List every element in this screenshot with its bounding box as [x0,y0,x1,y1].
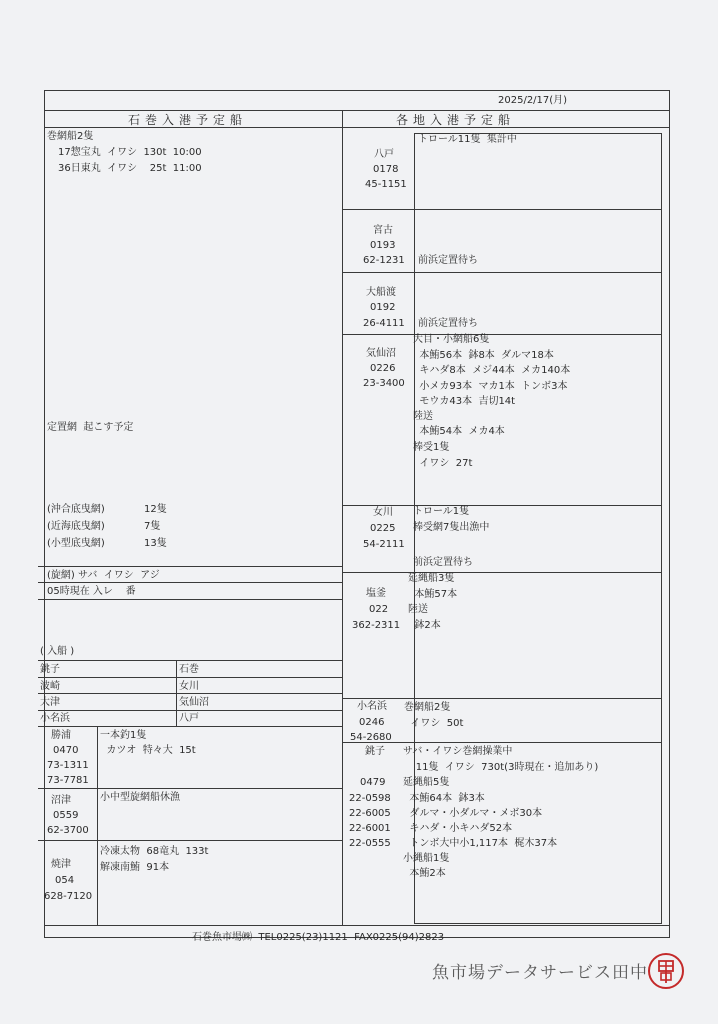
port-info: サバ・イワシ巻網操業中 [403,746,513,757]
port-info: ダルマ・小ダルマ・メボ30本 [403,808,543,819]
port-info: 鉢2本 [408,620,441,631]
report-date: 2025/2/17(月) [498,95,568,106]
port-tel: 22-0555 [349,838,391,849]
port-info: 一本釣1隻 [100,730,147,741]
left-divider [38,660,343,661]
port-tel: 22-6001 [349,823,391,834]
port-tel: 362-2311 [352,620,401,631]
ishinomaki-line: 巻網船2隻 [47,131,94,142]
regional-row-divider [342,209,661,210]
port-name: 女川 [373,507,393,518]
port-info: 棒受網7隻出漁中 [413,522,490,533]
left-divider [38,566,343,567]
port-tel: 0470 [53,745,79,756]
port-tel: 0246 [359,717,385,728]
port-info: 小縄船1隻 [403,853,450,864]
port-info: 11隻 イワシ 730t(3時現在・追加あり) [403,762,599,773]
port-tel: 0226 [370,363,396,374]
ports-grid-line [38,726,343,727]
regional-row-divider [342,272,661,273]
port-right: 石巻 [179,664,199,675]
port-tel: 0559 [53,810,79,821]
port-info: キハダ・小キハダ52本 [403,823,513,834]
port-tel: 022 [369,604,389,615]
port-info: 陸送 [413,411,433,422]
port-info: 本鮪64本 鉢3本 [403,793,485,804]
footer-divider [44,925,669,926]
port-left: 銚子 [40,664,60,675]
port-info: 冷凍太物 68竜丸 133t [100,846,209,857]
footer-contact: 石巻魚市場㈱ TEL0225(23)1121 FAX0225(94)2823 [192,932,445,943]
port-name: 気仙沼 [366,348,396,359]
port-tel: 54-2111 [363,539,405,550]
port-tel: 45-1151 [365,179,407,190]
port-info: イワシ 27t [413,458,473,469]
port-tel: 0193 [370,240,396,251]
ports-grid-line [38,693,343,694]
nyusen-label: ( 入船 ) [40,646,75,657]
port-info: 小中型旋網船休漁 [100,792,180,803]
status-line: 05時現在 入レ 番 [47,586,136,597]
port-tel: 73-7781 [47,775,89,786]
port-tel: 73-1311 [47,760,89,771]
port-info: 大目・小網船6隻 [413,334,490,345]
port-name: 焼津 [51,859,71,870]
port-info: 小メカ93本 マカ1本 トンボ3本 [413,381,568,392]
center-divider [342,110,343,925]
ishinomaki-line: 36日東丸 イワシ 25t 11:00 [58,163,202,174]
ishinomaki-line: 17惣宝丸 イワシ 130t 10:00 [58,147,202,158]
port-name: 銚子 [365,746,385,757]
port-info: 前浜定置待ち [413,557,473,568]
regional-header: 各地入港予定船 [396,113,516,127]
port-tel: 054 [55,875,75,886]
port-right: 八戸 [179,713,199,724]
port-info: 前浜定置待ち [418,318,478,329]
port-info: キハダ8本 メジ44本 メカ140本 [413,365,571,376]
port-info: 解凍南鮪 91本 [100,862,170,873]
port-name: 八戸 [374,149,394,160]
left-divider [38,599,343,600]
port-tel: 23-3400 [363,378,405,389]
left-divider [38,582,343,583]
port-tel: 62-3700 [47,825,89,836]
port-info: 延縄船5隻 [403,777,450,788]
port-info: イワシ 50t [404,718,464,729]
port-name: 塩釜 [366,588,386,599]
port-name: 小名浜 [357,701,387,712]
port-tel: 62-1231 [363,255,405,266]
port-info: モウカ43本 吉切14t [413,396,516,407]
teichi-note: 定置網 起こす予定 [47,422,134,433]
port-tel: 0178 [373,164,399,175]
left-lower-divider [38,840,343,841]
port-info: 前浜定置待ち [418,255,478,266]
port-info: 延縄船3隻 [408,573,455,584]
port-left: 大津 [40,697,60,708]
left-lower-divider [97,726,98,925]
port-left: 小名浜 [40,713,70,724]
port-tel: 26-4111 [363,318,405,329]
port-left: 波崎 [40,681,60,692]
trawl-count: 13隻 [144,538,167,549]
port-tel: 0479 [360,777,386,788]
port-info: 本鮪57本 [408,589,458,600]
port-tel: 22-0598 [349,793,391,804]
port-right: 気仙沼 [179,697,209,708]
port-info: カツオ 特々大 15t [100,745,196,756]
port-info: 本鮪54本 メカ4本 [413,426,505,437]
port-tel: 0225 [370,523,396,534]
port-right: 女川 [179,681,199,692]
regional-row-divider [342,572,661,573]
port-info: トロール11隻 集計中 [418,134,517,145]
ports-grid-line [38,677,343,678]
ishinomaki-header: 石巻入港予定船 [128,113,248,127]
port-tel: 54-2680 [350,732,392,743]
port-name: 宮古 [373,225,393,236]
senmou-line: (旋網) サバ イワシ アジ [47,570,160,581]
trawl-count: 12隻 [144,504,167,515]
data-service-stamp: 魚市場データサービス田中 [432,963,648,983]
port-name: 大船渡 [366,287,396,298]
port-name: 沼津 [51,795,71,806]
port-tel: 0192 [370,302,396,313]
port-info: 棒受1隻 [413,442,450,453]
regional-row-divider [342,334,661,335]
trawl-label: (小型底曳網) [47,538,105,549]
port-name: 勝浦 [51,730,71,741]
tanaka-seal-icon [648,953,684,989]
port-tel: 22-6005 [349,808,391,819]
port-tel: 628-7120 [44,891,93,902]
port-info: トロール1隻 [413,506,470,517]
port-info: 本鮪2本 [403,868,446,879]
trawl-label: (沖合底曳網) [47,504,105,515]
port-info: トンボ大中小1,117本 梶木37本 [403,838,558,849]
regional-row-divider [342,698,661,699]
left-lower-divider [38,788,343,789]
trawl-label: (近海底曳網) [47,521,105,532]
port-info: 巻網船2隻 [404,702,451,713]
ports-grid-line [38,710,343,711]
port-info: 本鮪56本 鉢8本 ダルマ18本 [413,350,554,361]
trawl-count: 7隻 [144,521,161,532]
port-info: 陸送 [408,604,428,615]
